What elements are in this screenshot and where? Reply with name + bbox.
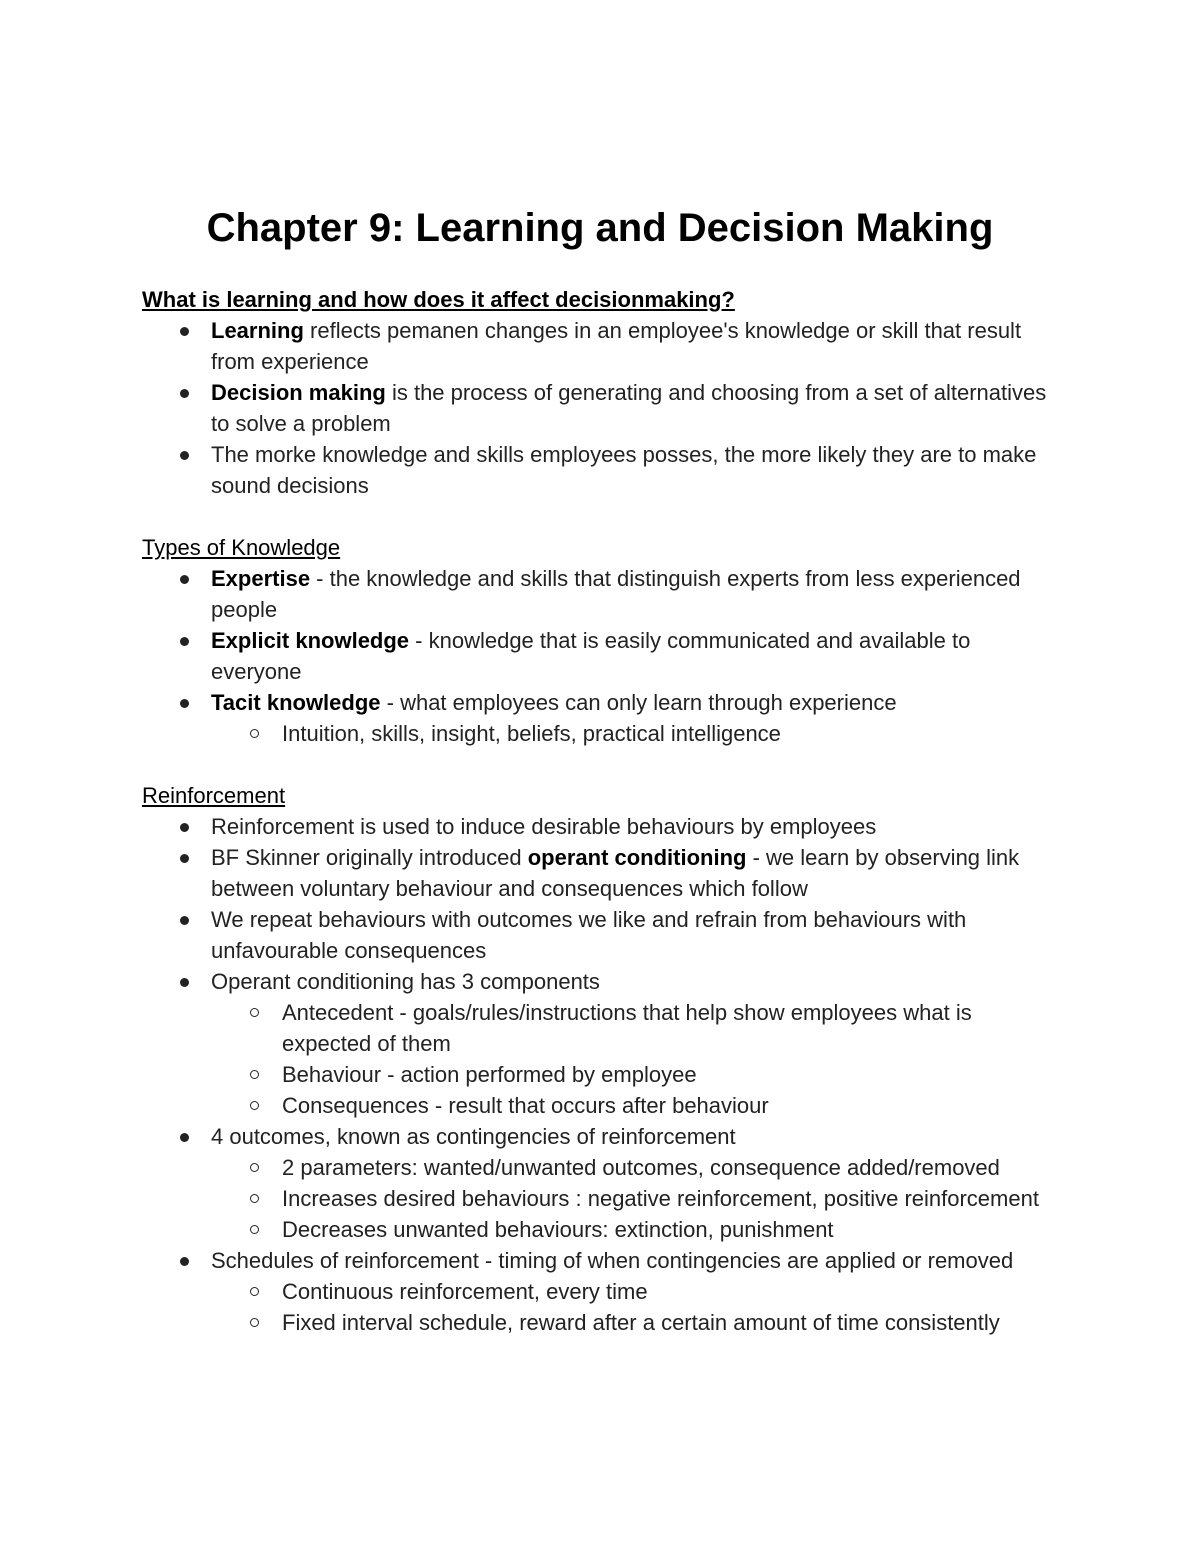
list-item <box>142 687 1062 749</box>
definition: - we learn by observing link between voluntary behaviour and consequences which follow <box>211 845 1020 901</box>
hollow-bullet-icon <box>250 1008 259 1017</box>
sub-list-text: Consequences - result that occurs after behaviour <box>282 1093 769 1118</box>
sub-list-text: Antecedent - goals/rules/instructions that help show employees what is expected of them <box>282 1000 972 1056</box>
definition: is the process of generating and choosing from a set of alternatives to solve a problem <box>211 380 1047 436</box>
bullet-icon <box>180 1133 189 1142</box>
spacer <box>142 501 1062 532</box>
list-text: Schedules of reinforcement - timing of when contingencies are applied or removed <box>211 1248 1014 1273</box>
list-item <box>142 842 1062 904</box>
sub-list-item <box>211 1307 1062 1338</box>
hollow-bullet-icon <box>250 1287 259 1296</box>
sub-list-text: Decreases unwanted behaviours: extinction, punishment <box>282 1217 834 1242</box>
learning-list <box>142 315 1062 501</box>
sub-list-item <box>211 1152 1062 1183</box>
sub-list-text: Fixed interval schedule, reward after a certain amount of time consistently <box>282 1310 1000 1335</box>
term: operant conditioning <box>527 845 747 870</box>
sub-list-text: Continuous reinforcement, every time <box>282 1279 648 1304</box>
list-text: Reinforcement is used to induce desirable behaviours by employees <box>211 814 877 839</box>
term: Tacit knowledge <box>211 690 381 715</box>
reinforcement-list <box>142 811 1062 1338</box>
section-heading-types-of-knowledge: Types of Knowledge <box>142 535 341 560</box>
list-item <box>142 625 1062 687</box>
list-item <box>142 966 1062 1121</box>
list-item <box>142 439 1062 501</box>
term: Learning <box>211 318 304 343</box>
sub-list <box>211 997 1062 1121</box>
document-body <box>142 284 1062 1338</box>
sub-list-item <box>211 1214 1062 1245</box>
list-item <box>142 1245 1062 1338</box>
list-text: Operant conditioning has 3 components <box>211 969 600 994</box>
section-heading-reinforcement: Reinforcement <box>142 783 286 808</box>
knowledge-list <box>142 563 1062 749</box>
list-item <box>142 377 1062 439</box>
sub-list-item <box>211 997 1062 1059</box>
sub-list-text: Increases desired behaviours : negative reinforcement, positive reinforcement <box>282 1186 1039 1211</box>
bullet-icon <box>180 699 189 708</box>
definition: - what employees can only learn through experience <box>380 690 897 715</box>
hollow-bullet-icon <box>250 1318 259 1327</box>
list-text: The morke knowledge and skills employees posses, the more likely they are to make sound decisions <box>211 442 1037 498</box>
hollow-bullet-icon <box>250 1163 259 1172</box>
bullet-icon <box>180 854 189 863</box>
sub-list-item <box>211 1059 1062 1090</box>
sub-list <box>211 718 1062 749</box>
definition: - knowledge that is easily communicated and available to everyone <box>211 628 971 684</box>
hollow-bullet-icon <box>250 1194 259 1203</box>
list-item <box>142 1121 1062 1245</box>
bullet-icon <box>180 637 189 646</box>
sub-list-item <box>211 1183 1062 1214</box>
sub-list-item <box>211 1090 1062 1121</box>
bullet-icon <box>180 916 189 925</box>
list-text: 4 outcomes, known as contingencies of reinforcement <box>211 1124 736 1149</box>
sub-list-item <box>211 718 1062 749</box>
bullet-icon <box>180 327 189 336</box>
hollow-bullet-icon <box>250 729 259 738</box>
page-title: Chapter 9: Learning and Decision Making <box>206 206 994 250</box>
spacer <box>142 749 1062 780</box>
bullet-icon <box>180 978 189 987</box>
hollow-bullet-icon <box>250 1101 259 1110</box>
list-item <box>142 315 1062 377</box>
bullet-icon <box>180 575 189 584</box>
list-item <box>142 811 1062 842</box>
bullet-icon <box>180 1257 189 1266</box>
bullet-icon <box>180 823 189 832</box>
term: Expertise <box>211 566 311 591</box>
bullet-icon <box>180 389 189 398</box>
list-item <box>142 904 1062 966</box>
sub-list <box>211 1152 1062 1245</box>
sub-list <box>211 1276 1062 1338</box>
sub-list-text: Behaviour - action performed by employee <box>282 1062 697 1087</box>
sub-list-text: 2 parameters: wanted/unwanted outcomes, consequence added/removed <box>282 1155 1000 1180</box>
hollow-bullet-icon <box>250 1070 259 1079</box>
list-text: BF Skinner originally introduced <box>211 845 528 870</box>
definition: - the knowledge and skills that distinguish experts from less experienced people <box>211 566 1021 622</box>
hollow-bullet-icon <box>250 1225 259 1234</box>
sub-list-item <box>211 1276 1062 1307</box>
list-text: We repeat behaviours with outcomes we like and refrain from behaviours with unfavourable consequences <box>211 907 967 963</box>
term: Explicit knowledge <box>211 628 410 653</box>
sub-list-text: Intuition, skills, insight, beliefs, practical intelligence <box>282 721 781 746</box>
section-heading-learning: What is learning and how does it affect decisionmaking? <box>142 287 735 312</box>
term: Decision making <box>211 380 386 405</box>
definition: reflects pemanen changes in an employee's knowledge or skill that result from experience <box>211 318 1022 374</box>
list-item <box>142 563 1062 625</box>
bullet-icon <box>180 451 189 460</box>
